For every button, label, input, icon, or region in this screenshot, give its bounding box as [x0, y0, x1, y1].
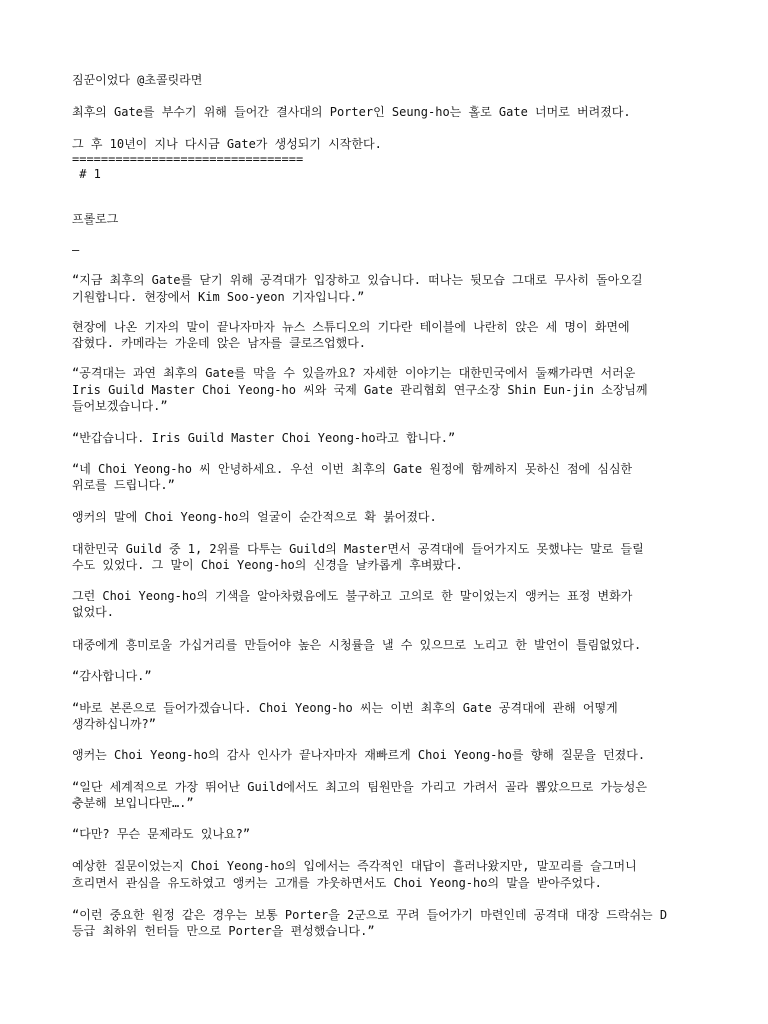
paragraph-line: 위로를 드립니다.”: [72, 478, 175, 492]
paragraph-line: 생각하십니까?”: [72, 717, 157, 731]
paragraph-line: 앵커의 말에 Choi Yeong-ho의 얼굴이 순간적으로 확 붉어졌다.: [72, 510, 437, 524]
paragraph-line: 잡혔다. 카메라는 가운데 앉은 남자를 클로즈업했다.: [72, 336, 367, 350]
paragraph-line: 충분해 보입니다만….”: [72, 796, 194, 810]
paragraph-line: 들어보겠습니다.”: [72, 399, 168, 413]
paragraph-line: 흐리면서 관심을 유도하였고 앵커는 고개를 갸웃하면서도 Choi Yeong-ho의 말을 받아주었다.: [72, 876, 602, 890]
section-dash: —: [72, 243, 80, 257]
paragraph-line: 현장에 나온 기자의 말이 끝나자마자 뉴스 스튜디오의 기다란 테이블에 나란히 앉은 세 명이 화면에: [72, 320, 630, 334]
paragraph-line: “지금 최후의 Gate를 닫기 위해 공격대가 입장하고 있습니다. 떠나는 뒷모습 그대로 무사히 돌아오길: [72, 273, 643, 287]
paragraph-line: 기원합니다. 현장에서 Kim Soo-yeon 기자입니다.”: [72, 290, 365, 304]
section-title: 프롤로그: [72, 212, 119, 226]
synopsis-line: 그 후 10년이 지나 다시금 Gate가 생성되기 시작한다.: [72, 137, 382, 151]
paragraph-line: “일단 세계적으로 가장 뛰어난 Guild에서도 최고의 팀원만을 가리고 가려서 골라 뽑았으므로 가능성은: [72, 780, 647, 794]
separator-line: ================================: [72, 152, 304, 166]
chapter-number: # 1: [72, 167, 101, 181]
paragraph-line: “반갑습니다. Iris Guild Master Choi Yeong-ho라고 합니다.”: [72, 431, 456, 445]
paragraph-line: “이런 중요한 원정 같은 경우는 보통 Porter을 2군으로 꾸려 들어가기 마련인데 공격대 대장 드락쉬는 D: [72, 908, 668, 922]
paragraph-line: Iris Guild Master Choi Yeong-ho 씨와 국제 Gate 관리협회 연구소장 Shin Eun-jin 소장님께: [72, 383, 648, 397]
paragraph-line: 그런 Choi Yeong-ho의 기색을 알아차렸음에도 불구하고 고의로 한 말이었는지 앵커는 표정 변화가: [72, 589, 633, 603]
paragraph-line: “네 Choi Yeong-ho 씨 안녕하세요. 우선 이번 최후의 Gate 원정에 함께하지 못하신 점에 심심한: [72, 462, 633, 476]
paragraph-line: 없었다.: [72, 605, 115, 619]
paragraph-line: 수도 있었다. 그 말이 Choi Yeong-ho의 신경을 날카롭게 후벼팠다.: [72, 558, 463, 572]
synopsis-line: 최후의 Gate를 부수기 위해 들어간 결사대의 Porter인 Seung-ho는 홀로 Gate 너머로 버려졌다.: [72, 105, 631, 119]
paragraph-line: “다만? 무슨 문제라도 있나요?”: [72, 827, 251, 841]
paragraph-line: “감사합니다.”: [72, 669, 152, 683]
paragraph-line: 예상한 질문이었는지 Choi Yeong-ho의 입에서는 즉각적인 대답이 흘러나왔지만, 말꼬리를 슬그머니: [72, 859, 637, 873]
document-header: 짐꾼이었다 @초콜릿라면: [72, 73, 203, 87]
paragraph-line: 대중에게 흥미로울 가십거리를 만들어야 높은 시청률을 낼 수 있으므로 노리고 한 발언이 틀림없었다.: [72, 638, 642, 652]
paragraph-line: “바로 본론으로 들어가겠습니다. Choi Yeong-ho 씨는 이번 최후의 Gate 공격대에 관해 어떻게: [72, 701, 618, 715]
paragraph-line: “공격대는 과연 최후의 Gate를 막을 수 있을까요? 자세한 이야기는 대한민국에서 둘째가라면 서러운: [72, 366, 636, 380]
paragraph-line: 대한민국 Guild 중 1, 2위를 다투는 Guild의 Master면서 공격대에 들어가지도 못했냐는 말로 들릴: [72, 542, 644, 556]
paragraph-line: 등급 최하위 헌터들 만으로 Porter을 편성했습니다.”: [72, 924, 375, 938]
paragraph-line: 앵커는 Choi Yeong-ho의 감사 인사가 끝나자마자 재빠르게 Choi Yeong-ho를 향해 질문을 던졌다.: [72, 748, 646, 762]
